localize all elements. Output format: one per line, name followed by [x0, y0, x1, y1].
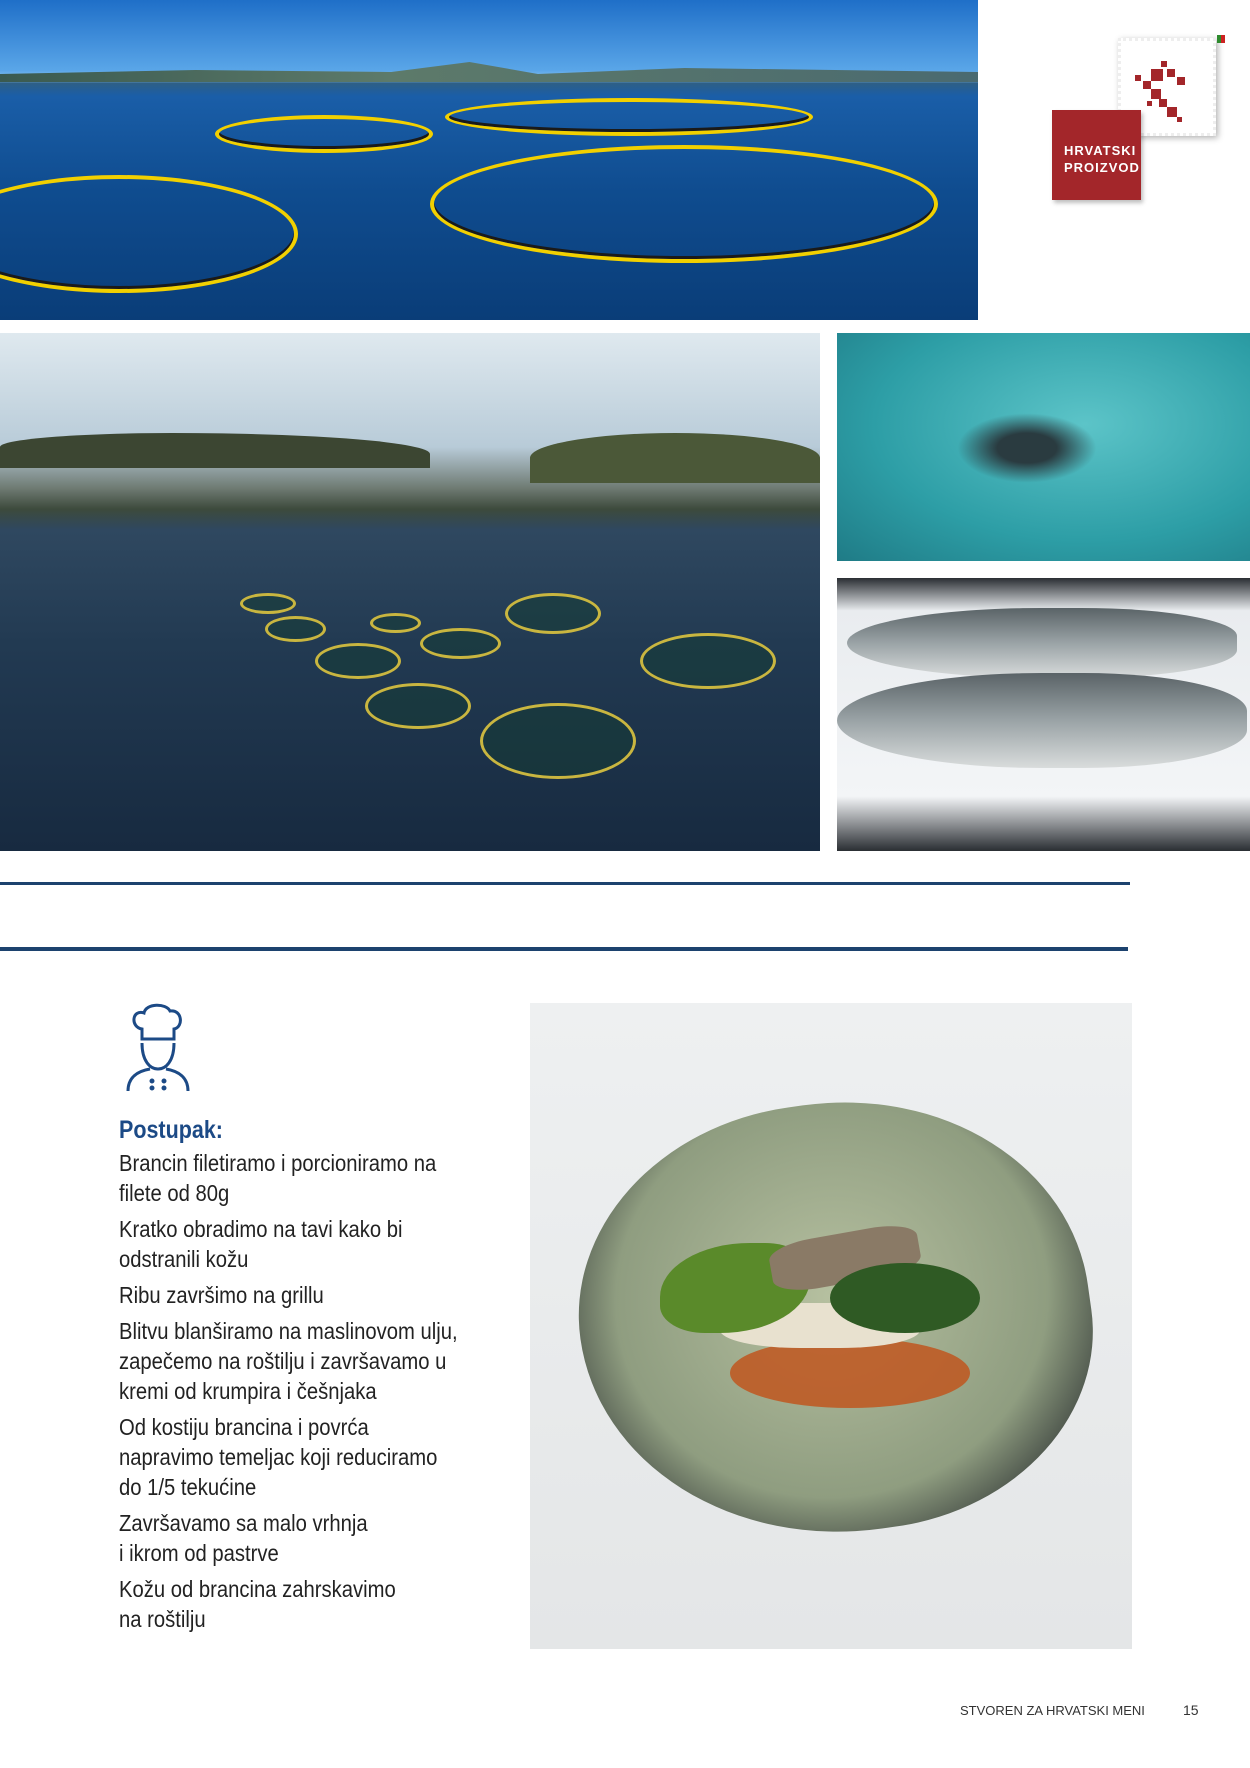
hrvatski-proizvod-logo	[1052, 110, 1141, 200]
logo-text-line: HRVATSKI	[1064, 143, 1137, 158]
procedure-step	[119, 1412, 506, 1502]
step-line: Ribu završimo na grillu	[119, 1282, 324, 1308]
procedure-step	[119, 1148, 506, 1208]
step-line: Blitvu blanširamo na maslinovom ulju,	[119, 1318, 458, 1344]
procedure-step	[119, 1508, 506, 1568]
step-line: Brancin filetiramo i porcioniramo na	[119, 1150, 437, 1176]
step-line: i ikrom od pastrve	[119, 1540, 279, 1566]
step-line: odstranili kožu	[119, 1246, 249, 1272]
step-line: filete od 80g	[119, 1180, 230, 1206]
photo-plated-sea-bass-dish	[530, 1003, 1132, 1649]
flag-icon	[1217, 35, 1225, 43]
page-number: 15	[1183, 1702, 1199, 1718]
logo-text-line: PROIZVOD	[1064, 160, 1140, 175]
step-line: Završavamo sa malo vrhnja	[119, 1510, 368, 1536]
procedure-title: Postupak:	[119, 1116, 223, 1144]
divider-rule	[0, 947, 1128, 951]
procedure-step	[119, 1280, 506, 1310]
procedure-step	[119, 1574, 506, 1634]
chef-icon	[126, 1003, 190, 1091]
procedure-step	[119, 1214, 506, 1274]
footer-text: STVOREN ZA HRVATSKI MENI	[960, 1703, 1145, 1718]
step-line: Od kostiju brancina i povrća	[119, 1414, 369, 1440]
step-line: Kožu od brancina zahrskavimo	[119, 1576, 396, 1602]
step-line: Kratko obradimo na tavi kako bi	[119, 1216, 403, 1242]
photo-aerial-fish-farm	[0, 333, 820, 851]
procedure-steps	[119, 1148, 506, 1640]
photo-fish-farm-cages	[0, 0, 978, 320]
step-line: zapečemo na roštilju i završavamo u	[119, 1348, 447, 1374]
procedure-step	[119, 1316, 506, 1406]
photo-fish-in-net	[837, 333, 1250, 561]
step-line: kremi od krumpira i češnjaka	[119, 1378, 377, 1404]
step-line: do 1/5 tekućine	[119, 1474, 257, 1500]
photo-sea-bass-in-box	[837, 578, 1250, 851]
step-line: na roštilju	[119, 1606, 206, 1632]
step-line: napravimo temeljac koji reduciramo	[119, 1444, 438, 1470]
divider-rule	[0, 882, 1130, 885]
